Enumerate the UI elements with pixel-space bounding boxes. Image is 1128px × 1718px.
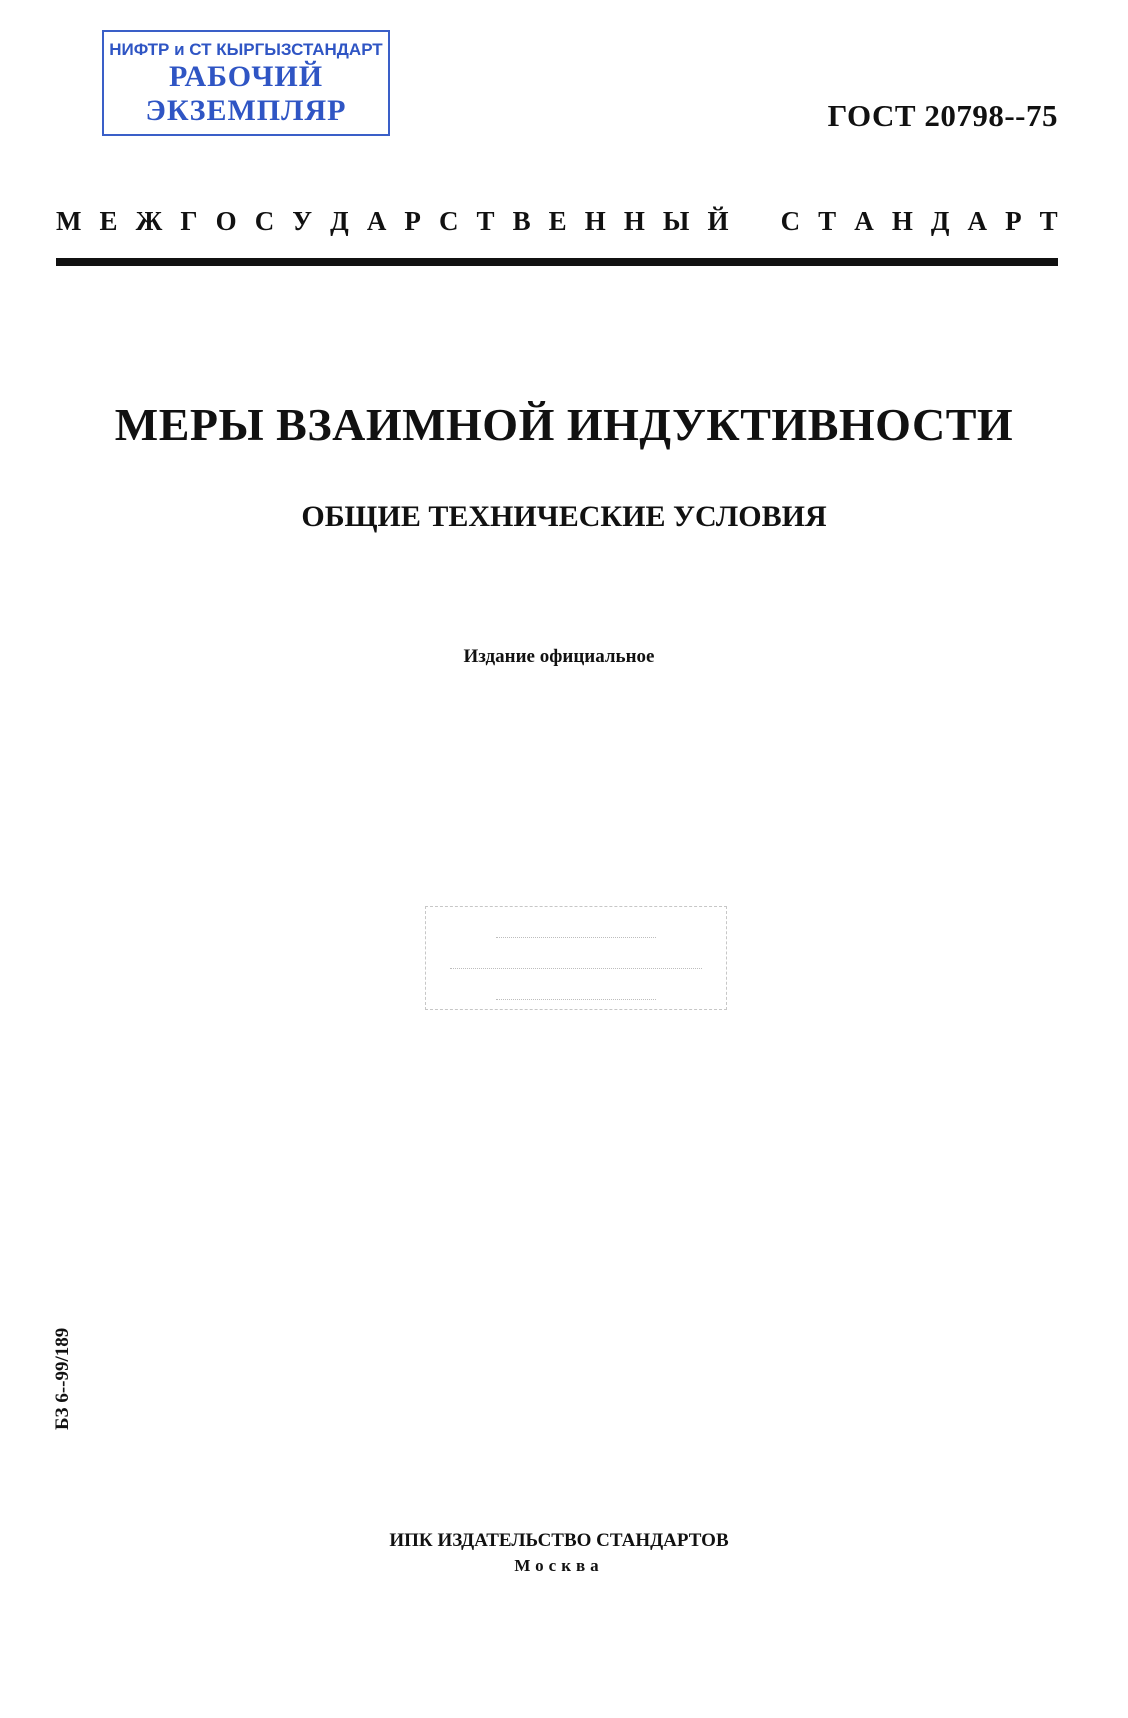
publisher-name: ИПК ИЗДАТЕЛЬСТВО СТАНДАРТОВ <box>389 1530 729 1551</box>
stamp-line-1: РАБОЧИЙ <box>168 60 324 93</box>
standard-type: М Е Ж Г О С У Д А Р С Т В Е Н Н Ы Й С Т А Н Д А Р Т <box>56 206 1058 236</box>
side-code: БЗ 6--99/189 <box>52 1327 73 1430</box>
document-subtitle: ОБЩИЕ ТЕХНИЧЕСКИЕ УСЛОВИЯ <box>301 500 827 533</box>
stamp-line-2: ЭКЗЕМПЛЯР <box>145 94 347 127</box>
stamp-org: НИФТР и СТ КЫРГЫЗСТАНДАРТ <box>109 40 383 59</box>
header-rule <box>56 258 1058 266</box>
document-title: МЕРЫ ВЗАИМНОЙ ИНДУКТИВНОСТИ <box>114 399 1014 450</box>
working-copy-stamp <box>102 30 390 136</box>
faded-library-stamp <box>425 906 727 1010</box>
publisher-city: Москва <box>514 1556 604 1575</box>
edition-note: Издание официальное <box>463 646 655 667</box>
document-code: ГОСТ 20798--75 <box>827 98 1058 133</box>
